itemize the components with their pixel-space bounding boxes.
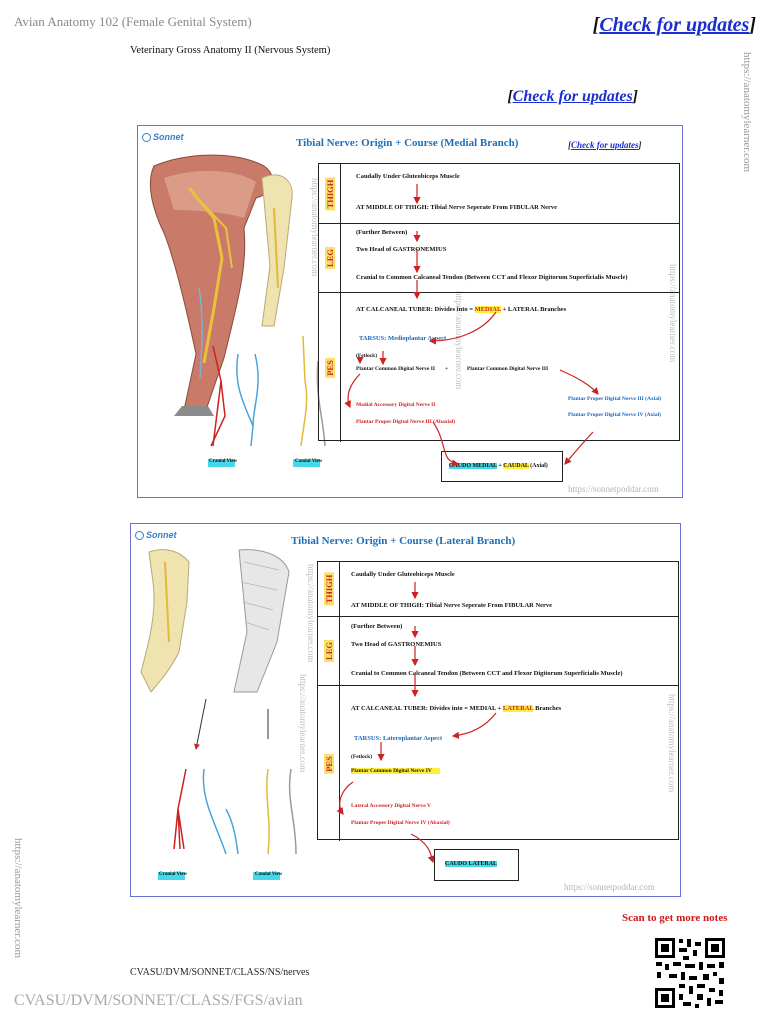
leg-label: LEG: [318, 617, 340, 685]
thigh-label: THIGH: [318, 562, 340, 616]
limb-illustration: [139, 542, 299, 702]
leg-step-3: Cranial to Common Calcaneal Tendon (Between CCT and Flexor Digitorum Superficialis Muscle): [351, 670, 623, 677]
pes-step-7: Plantar Proper Digital Nerve III (Abaxial): [356, 419, 456, 425]
thigh-row: [319, 164, 679, 224]
slide-title: Tibial Nerve: Origin + Course (Medial Branch): [296, 137, 519, 149]
pes-row: [318, 686, 678, 841]
vertical-watermark-3: https://anatomylearner.com: [668, 264, 678, 363]
pes-plus: +: [445, 366, 449, 372]
footer-path-big: CVASU/DVM/SONNET/CLASS/FGS/avian: [14, 992, 303, 1009]
medial-highlight: MEDIAL: [474, 306, 501, 313]
vertical-watermark-2: https://anatomylearner.com: [298, 674, 308, 773]
pes-step-4: Plantar Common Digital Nerve IV: [351, 768, 440, 774]
caudal-view-label: Caudal View: [255, 872, 283, 877]
bracket-open: [: [592, 14, 600, 36]
pes-step-4: Plantar Common Digital Nerve II: [356, 366, 436, 372]
pes-step-5: Plantar Common Digital Nerve III: [467, 366, 549, 372]
bracket-open: [: [568, 140, 571, 150]
qr-code-icon[interactable]: [653, 936, 727, 1010]
pes-step-3: (Fetlock): [356, 353, 378, 359]
bracket-close: ]: [638, 140, 642, 150]
pes-label: PES: [319, 293, 341, 442]
check-updates-mid: [507, 88, 638, 106]
thigh-step-1: Caudally Under Gluteobiceps Muscle: [356, 173, 460, 180]
pes-step-2: TARSUS: Lateroplantar Aspect: [354, 735, 443, 742]
check-updates-link-top[interactable]: Check for updates: [599, 14, 750, 36]
side-watermark-right: https://anatomylearner.com: [741, 52, 753, 173]
pes-step-1: AT CALCANEAL TUBER: Divides into = MEDIAL + LATERAL Branches: [351, 705, 562, 712]
slide-title: Tibial Nerve: Origin + Course (Lateral Branch): [291, 535, 516, 547]
pes-label: PES: [318, 686, 340, 841]
vertical-watermark-2: https://anatomylearner.com: [454, 291, 464, 390]
result-box: [441, 451, 563, 482]
result-box: [434, 849, 519, 881]
lateral-highlight: LATERAL: [502, 705, 534, 712]
thigh-row: [318, 562, 678, 617]
pes-step-5: Lateral Accessory Digital Nerve V: [351, 803, 431, 809]
bracket-close: ]: [749, 14, 756, 36]
pes-step-6: Medial Accessory Digital Nerve II: [356, 402, 436, 408]
thigh-label: THIGH: [319, 164, 341, 223]
sonnet-logo-text: Sonnet: [153, 132, 184, 142]
leg-step-2: Two Head of GASTRONEMIUS: [351, 641, 442, 648]
leg-step-3: Cranial to Common Calcaneal Tendon (Between CCT and Flexor Digitorum Superficialis Muscle): [356, 274, 628, 281]
flow-diagram: [318, 163, 680, 441]
slide-medial-branch: [137, 125, 683, 498]
leg-row: [319, 224, 679, 293]
pes-row: [319, 293, 679, 442]
document-subtitle: Veterinary Gross Anatomy II (Nervous System): [130, 45, 331, 56]
check-updates-top: [593, 14, 756, 37]
pes-step-3: (Fetlock): [351, 754, 373, 760]
scan-note: Scan to get more notes: [622, 912, 728, 924]
check-updates-link-slide[interactable]: Check for updates: [571, 140, 639, 150]
sonnet-logo-icon: [142, 133, 151, 142]
side-watermark-left: https://anatomylearner.com: [12, 838, 24, 959]
bracket-open: [: [507, 88, 513, 105]
caudal-view-label: Caudal View: [295, 459, 323, 464]
cranial-view-label: Cranial View: [209, 459, 238, 464]
pes-step-8: Plantar Proper Digital Nerve III (Axial): [568, 396, 662, 402]
site-watermark: https://sonnetpoddar.com: [564, 882, 655, 892]
vertical-watermark-3: https://anatomylearner.com: [667, 694, 677, 793]
pes-step-9: Plantar Proper Digital Nerve IV (Axial): [568, 412, 661, 418]
thigh-step-2: AT MIDDLE OF THIGH: Tibial Nerve Seperate From FIBULAR Nerve: [356, 204, 558, 211]
vertical-watermark: https://anatomylearner.com: [310, 178, 320, 277]
document-header-title: Avian Anatomy 102 (Female Genital System): [14, 14, 252, 29]
site-watermark: https://sonnetpoddar.com: [568, 484, 659, 494]
sonnet-logo: [135, 530, 177, 540]
pes-step-6: Plantar Proper Digital Nerve IV (Abaxial): [351, 820, 450, 826]
footer-path-small: CVASU/DVM/SONNET/CLASS/NS/nerves: [130, 967, 310, 978]
flow-diagram: [317, 561, 679, 840]
cranial-view-label: Cranial View: [159, 872, 188, 877]
leg-step-1: (Further Between): [356, 229, 408, 236]
check-updates-link-mid[interactable]: Check for updates: [512, 88, 633, 105]
result-text: CAUDO MEDIAL + CAUDAL (Axial): [449, 463, 548, 469]
pes-step-2: TARSUS: Medioplantar Aspect: [359, 335, 447, 342]
sonnet-logo-icon: [135, 531, 144, 540]
bracket-close: ]: [632, 88, 638, 105]
check-updates-slide: [568, 140, 642, 150]
leg-step-2: Two Head of GASTRONEMIUS: [356, 246, 447, 253]
leg-row: [318, 617, 678, 686]
sonnet-logo-text: Sonnet: [146, 530, 177, 540]
slide-lateral-branch: [130, 523, 681, 897]
vertical-watermark: https://anatomylearner.com: [306, 564, 316, 663]
result-text: CAUDO LATERAL: [445, 861, 498, 867]
pes-step-1: AT CALCANEAL TUBER: Divides into = MEDIAL + LATERAL Branches: [356, 306, 567, 313]
thigh-step-2: AT MIDDLE OF THIGH: Tibial Nerve Seperate From FIBULAR Nerve: [351, 602, 553, 609]
leg-step-1: (Further Between): [351, 623, 403, 630]
thigh-step-1: Caudally Under Gluteobiceps Muscle: [351, 571, 455, 578]
sonnet-logo: [142, 132, 184, 142]
nerve-schematic: [156, 689, 316, 869]
leg-label: LEG: [319, 224, 341, 292]
